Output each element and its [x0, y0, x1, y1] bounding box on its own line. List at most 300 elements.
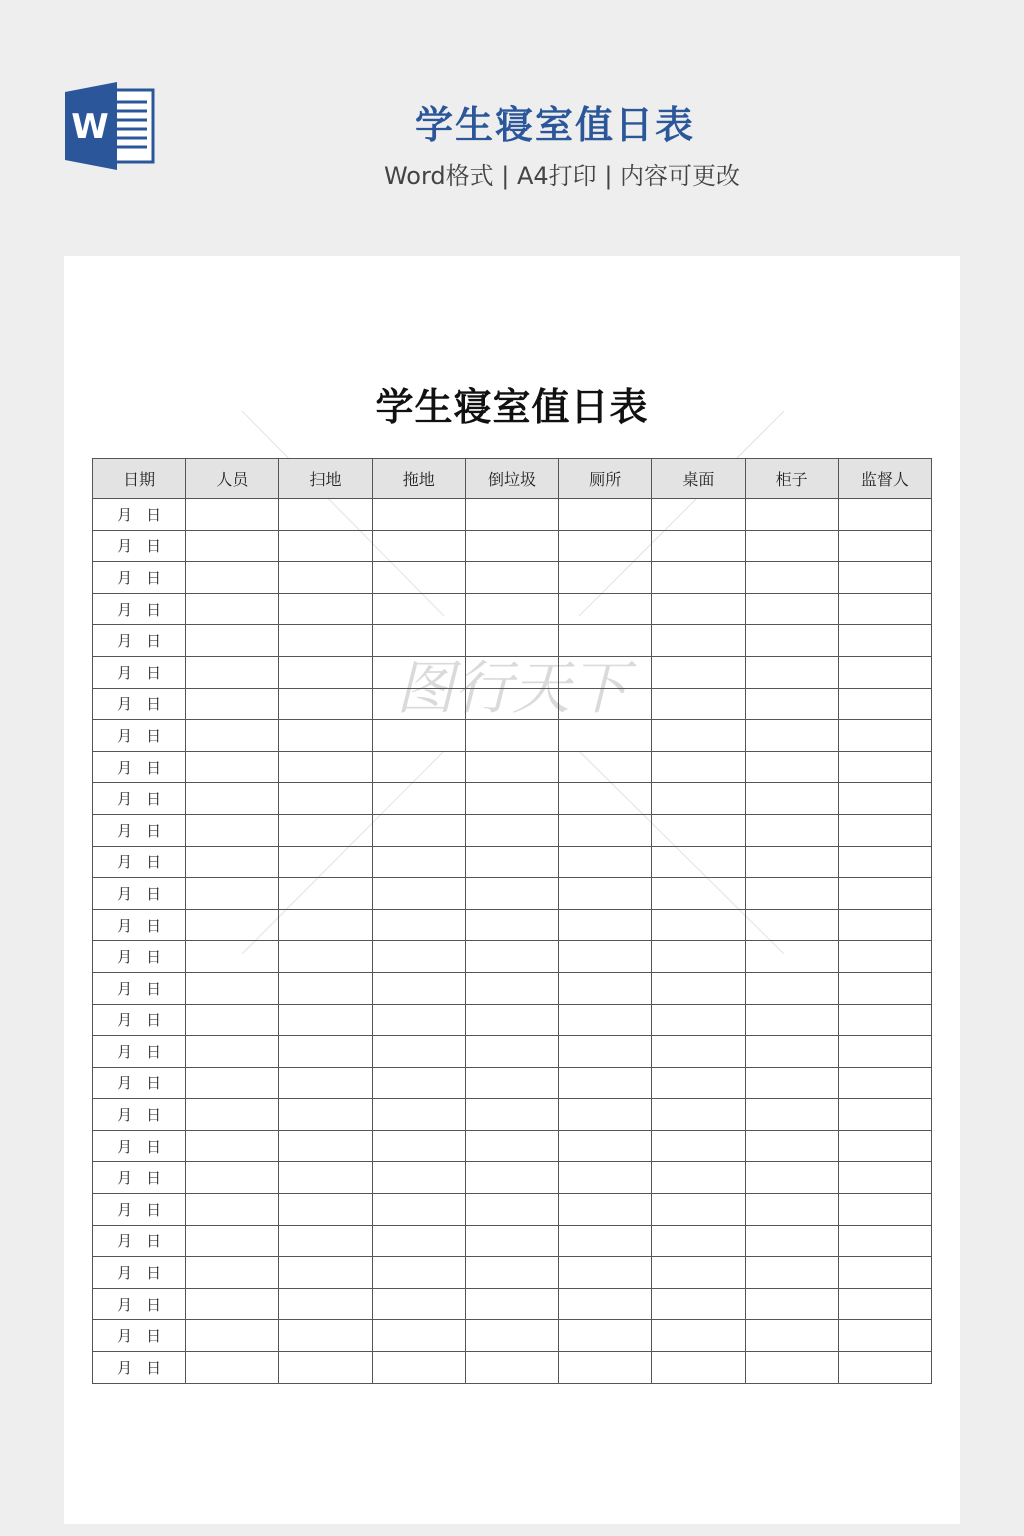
table-cell [186, 1257, 279, 1289]
date-cell [93, 1067, 186, 1099]
table-cell [372, 688, 465, 720]
table-cell [838, 1004, 931, 1036]
table-cell [279, 1225, 372, 1257]
table-cell [465, 1036, 558, 1068]
table-row [93, 909, 932, 941]
table-cell [465, 941, 558, 973]
table-cell [372, 593, 465, 625]
table-cell [279, 1257, 372, 1289]
date-month-label: 月 [117, 695, 133, 714]
table-cell [372, 1352, 465, 1384]
date-day-label: 日 [146, 726, 162, 745]
table-cell [838, 530, 931, 562]
table-cell [279, 972, 372, 1004]
table-cell [559, 814, 652, 846]
date-day-label: 日 [146, 948, 162, 967]
table-cell [186, 846, 279, 878]
date-month-label: 月 [117, 853, 133, 872]
table-cell [838, 878, 931, 910]
table-cell [838, 941, 931, 973]
table-cell [652, 688, 745, 720]
table-cell [838, 688, 931, 720]
table-cell [559, 783, 652, 815]
date-day-label: 日 [146, 1232, 162, 1251]
table-cell [279, 783, 372, 815]
table-cell [279, 1067, 372, 1099]
table-row [93, 1067, 932, 1099]
table-cell [186, 1225, 279, 1257]
table-cell [279, 530, 372, 562]
table-cell [745, 1194, 838, 1226]
table-row [93, 593, 932, 625]
table-cell [652, 846, 745, 878]
table-cell [465, 1194, 558, 1226]
date-day-label: 日 [146, 1074, 162, 1093]
table-cell [838, 1320, 931, 1352]
table-cell [186, 499, 279, 531]
date-cell [93, 1225, 186, 1257]
table-cell [372, 1194, 465, 1226]
date-month-label: 月 [117, 537, 133, 556]
table-cell [279, 941, 372, 973]
table-row [93, 751, 932, 783]
table-cell [559, 1225, 652, 1257]
table-cell [559, 562, 652, 594]
table-row [93, 530, 932, 562]
table-cell [652, 499, 745, 531]
date-day-label: 日 [146, 758, 162, 777]
table-cell [838, 1225, 931, 1257]
date-day-label: 日 [146, 695, 162, 714]
table-cell [186, 751, 279, 783]
table-cell [838, 972, 931, 1004]
table-row [93, 688, 932, 720]
column-header: 桌面 [652, 459, 745, 499]
table-cell [186, 814, 279, 846]
table-cell [838, 1036, 931, 1068]
table-cell [745, 1225, 838, 1257]
table-cell [652, 1004, 745, 1036]
table-cell [838, 1257, 931, 1289]
table-cell [186, 1036, 279, 1068]
date-day-label: 日 [146, 790, 162, 809]
date-month-label: 月 [117, 1358, 133, 1377]
table-cell [186, 783, 279, 815]
date-day-label: 日 [146, 979, 162, 998]
table-cell [465, 1130, 558, 1162]
table-cell [372, 562, 465, 594]
date-month-label: 月 [117, 1074, 133, 1093]
table-row [93, 1288, 932, 1320]
date-cell [93, 1320, 186, 1352]
table-cell [279, 499, 372, 531]
table-cell [559, 1004, 652, 1036]
date-cell [93, 720, 186, 752]
word-logo-letter: W [71, 107, 109, 147]
date-day-label: 日 [146, 821, 162, 840]
table-cell [372, 1036, 465, 1068]
date-month-label: 月 [117, 726, 133, 745]
table-body [93, 499, 932, 1384]
table-cell [279, 1288, 372, 1320]
table-cell [279, 720, 372, 752]
table-cell [186, 656, 279, 688]
column-header: 监督人 [838, 459, 931, 499]
table-cell [745, 720, 838, 752]
date-day-label: 日 [146, 1264, 162, 1283]
date-month-label: 月 [117, 1327, 133, 1346]
table-row [93, 941, 932, 973]
date-month-label: 月 [117, 505, 133, 524]
date-month-label: 月 [117, 1106, 133, 1125]
date-cell [93, 688, 186, 720]
table-cell [279, 1004, 372, 1036]
table-cell [559, 593, 652, 625]
column-header: 拖地 [372, 459, 465, 499]
table-cell [279, 751, 372, 783]
date-month-label: 月 [117, 1137, 133, 1156]
table-cell [465, 562, 558, 594]
date-cell [93, 499, 186, 531]
table-cell [465, 656, 558, 688]
table-cell [838, 656, 931, 688]
date-month-label: 月 [117, 1232, 133, 1251]
date-cell [93, 656, 186, 688]
page-title: 学生寝室值日表 [414, 103, 695, 147]
table-cell [559, 941, 652, 973]
table-cell [372, 1162, 465, 1194]
table-cell [279, 1320, 372, 1352]
table-row [93, 1352, 932, 1384]
table-cell [372, 783, 465, 815]
table-row [93, 878, 932, 910]
date-day-label: 日 [146, 1295, 162, 1314]
date-month-label: 月 [117, 884, 133, 903]
table-cell [652, 972, 745, 1004]
date-day-label: 日 [146, 1106, 162, 1125]
date-cell [93, 783, 186, 815]
table-cell [652, 625, 745, 657]
table-cell [559, 688, 652, 720]
table-cell [838, 1194, 931, 1226]
date-day-label: 日 [146, 568, 162, 587]
column-header: 扫地 [279, 459, 372, 499]
date-cell [93, 1352, 186, 1384]
table-cell [559, 499, 652, 531]
table-cell [465, 1067, 558, 1099]
table-cell [372, 499, 465, 531]
table-cell [652, 1099, 745, 1131]
table-cell [559, 1130, 652, 1162]
date-day-label: 日 [146, 600, 162, 619]
table-cell [745, 1036, 838, 1068]
table-cell [186, 1194, 279, 1226]
table-cell [186, 1067, 279, 1099]
table-cell [652, 1225, 745, 1257]
table-row [93, 846, 932, 878]
table-cell [652, 656, 745, 688]
table-cell [465, 688, 558, 720]
table-cell [372, 909, 465, 941]
table-cell [465, 499, 558, 531]
date-month-label: 月 [117, 663, 133, 682]
page-subtitle: Word格式 | A4打印 | 内容可更改 [383, 162, 741, 190]
table-cell [838, 562, 931, 594]
table-cell [372, 1004, 465, 1036]
table-cell [652, 1288, 745, 1320]
table-cell [838, 499, 931, 531]
table-cell [186, 1130, 279, 1162]
date-cell [93, 1257, 186, 1289]
table-cell [279, 814, 372, 846]
date-cell [93, 846, 186, 878]
table-cell [279, 562, 372, 594]
table-cell [652, 751, 745, 783]
table-cell [465, 972, 558, 1004]
date-month-label: 月 [117, 1169, 133, 1188]
table-cell [559, 846, 652, 878]
table-cell [465, 720, 558, 752]
date-month-label: 月 [117, 758, 133, 777]
table-cell [186, 720, 279, 752]
table-cell [279, 1099, 372, 1131]
table-cell [372, 878, 465, 910]
date-month-label: 月 [117, 1295, 133, 1314]
table-cell [372, 1288, 465, 1320]
table-cell [465, 909, 558, 941]
date-month-label: 月 [117, 600, 133, 619]
table-cell [372, 846, 465, 878]
date-day-label: 日 [146, 1042, 162, 1061]
table-cell [838, 751, 931, 783]
table-cell [186, 1099, 279, 1131]
date-day-label: 日 [146, 1011, 162, 1030]
date-cell [93, 1099, 186, 1131]
table-cell [838, 1352, 931, 1384]
table-cell [372, 656, 465, 688]
date-day-label: 日 [146, 1327, 162, 1346]
table-cell [559, 625, 652, 657]
date-month-label: 月 [117, 1042, 133, 1061]
table-cell [745, 1288, 838, 1320]
date-day-label: 日 [146, 1137, 162, 1156]
table-header-row [93, 459, 932, 499]
date-month-label: 月 [117, 948, 133, 967]
table-cell [372, 1257, 465, 1289]
table-cell [186, 1352, 279, 1384]
date-cell [93, 1288, 186, 1320]
date-month-label: 月 [117, 1200, 133, 1219]
table-cell [465, 1004, 558, 1036]
date-month-label: 月 [117, 568, 133, 587]
table-cell [745, 1004, 838, 1036]
table-cell [186, 1004, 279, 1036]
duty-table [92, 458, 932, 1384]
table-row [93, 1162, 932, 1194]
table-cell [559, 720, 652, 752]
table-cell [652, 562, 745, 594]
table-cell [745, 1099, 838, 1131]
date-cell [93, 941, 186, 973]
table-row [93, 972, 932, 1004]
table-cell [745, 941, 838, 973]
table-cell [559, 751, 652, 783]
date-day-label: 日 [146, 1169, 162, 1188]
date-cell [93, 751, 186, 783]
date-day-label: 日 [146, 916, 162, 935]
date-month-label: 月 [117, 979, 133, 998]
table-cell [279, 846, 372, 878]
table-cell [279, 656, 372, 688]
table-cell [279, 1194, 372, 1226]
table-cell [559, 1067, 652, 1099]
table-cell [652, 1036, 745, 1068]
table-cell [652, 1162, 745, 1194]
table-cell [372, 1320, 465, 1352]
table-cell [279, 1036, 372, 1068]
table-cell [372, 1225, 465, 1257]
table-cell [745, 751, 838, 783]
table-row [93, 1194, 932, 1226]
table-cell [279, 593, 372, 625]
table-row [93, 720, 932, 752]
table-cell [652, 530, 745, 562]
date-cell [93, 878, 186, 910]
table-cell [559, 1099, 652, 1131]
table-cell [745, 625, 838, 657]
table-cell [745, 1257, 838, 1289]
table-cell [559, 1288, 652, 1320]
table-cell [465, 1162, 558, 1194]
table-cell [559, 1194, 652, 1226]
table-cell [372, 530, 465, 562]
date-cell [93, 562, 186, 594]
table-cell [559, 1036, 652, 1068]
table-cell [372, 1130, 465, 1162]
date-cell [93, 972, 186, 1004]
table-cell [465, 814, 558, 846]
date-cell [93, 909, 186, 941]
table-cell [372, 1067, 465, 1099]
date-month-label: 月 [117, 1264, 133, 1283]
table-cell [279, 1162, 372, 1194]
table-row [93, 1099, 932, 1131]
table-cell [465, 878, 558, 910]
table-cell [465, 783, 558, 815]
table-cell [279, 625, 372, 657]
date-month-label: 月 [117, 632, 133, 651]
table-row [93, 1004, 932, 1036]
date-month-label: 月 [117, 916, 133, 935]
table-cell [559, 530, 652, 562]
date-day-label: 日 [146, 1358, 162, 1377]
table-cell [372, 1099, 465, 1131]
table-cell [559, 656, 652, 688]
table-cell [186, 909, 279, 941]
table-cell [559, 1352, 652, 1384]
table-cell [372, 941, 465, 973]
table-row [93, 1320, 932, 1352]
table-cell [559, 972, 652, 1004]
date-day-label: 日 [146, 537, 162, 556]
table-cell [652, 1320, 745, 1352]
table-cell [559, 1162, 652, 1194]
table-row [93, 1225, 932, 1257]
table-cell [186, 562, 279, 594]
table-cell [186, 625, 279, 657]
document-title: 学生寝室值日表 [375, 384, 649, 429]
table-cell [186, 530, 279, 562]
table-cell [745, 1352, 838, 1384]
table-cell [745, 1130, 838, 1162]
table-cell [372, 972, 465, 1004]
table-cell [186, 941, 279, 973]
table-cell [745, 530, 838, 562]
table-cell [745, 878, 838, 910]
date-day-label: 日 [146, 884, 162, 903]
table-cell [465, 1257, 558, 1289]
table-cell [745, 656, 838, 688]
table-row [93, 625, 932, 657]
table-cell [465, 1352, 558, 1384]
table-cell [745, 593, 838, 625]
table-row [93, 783, 932, 815]
date-cell [93, 530, 186, 562]
table-cell [838, 783, 931, 815]
table-cell [559, 1320, 652, 1352]
table-row [93, 1130, 932, 1162]
table-cell [652, 878, 745, 910]
watermark-text: 图行天下 [395, 654, 629, 722]
table-cell [465, 846, 558, 878]
table-cell [652, 593, 745, 625]
table-cell [838, 1288, 931, 1320]
table-cell [838, 909, 931, 941]
table-cell [372, 720, 465, 752]
column-header: 人员 [186, 459, 279, 499]
table-cell [559, 1257, 652, 1289]
date-cell [93, 1194, 186, 1226]
date-cell [93, 814, 186, 846]
table-cell [838, 1130, 931, 1162]
date-month-label: 月 [117, 821, 133, 840]
table-cell [652, 1257, 745, 1289]
date-cell [93, 1130, 186, 1162]
table-cell [465, 1288, 558, 1320]
table-cell [745, 783, 838, 815]
table-cell [838, 593, 931, 625]
date-day-label: 日 [146, 853, 162, 872]
table-row [93, 499, 932, 531]
table-cell [186, 878, 279, 910]
table-cell [745, 909, 838, 941]
table-cell [838, 1067, 931, 1099]
column-header: 厕所 [559, 459, 652, 499]
date-cell [93, 1162, 186, 1194]
table-cell [838, 1099, 931, 1131]
table-cell [838, 1162, 931, 1194]
table-cell [652, 909, 745, 941]
table-cell [465, 1099, 558, 1131]
date-day-label: 日 [146, 505, 162, 524]
date-month-label: 月 [117, 1011, 133, 1030]
table-cell [372, 751, 465, 783]
date-cell [93, 625, 186, 657]
table-cell [279, 688, 372, 720]
table-cell [465, 625, 558, 657]
table-cell [652, 1130, 745, 1162]
table-row [93, 814, 932, 846]
